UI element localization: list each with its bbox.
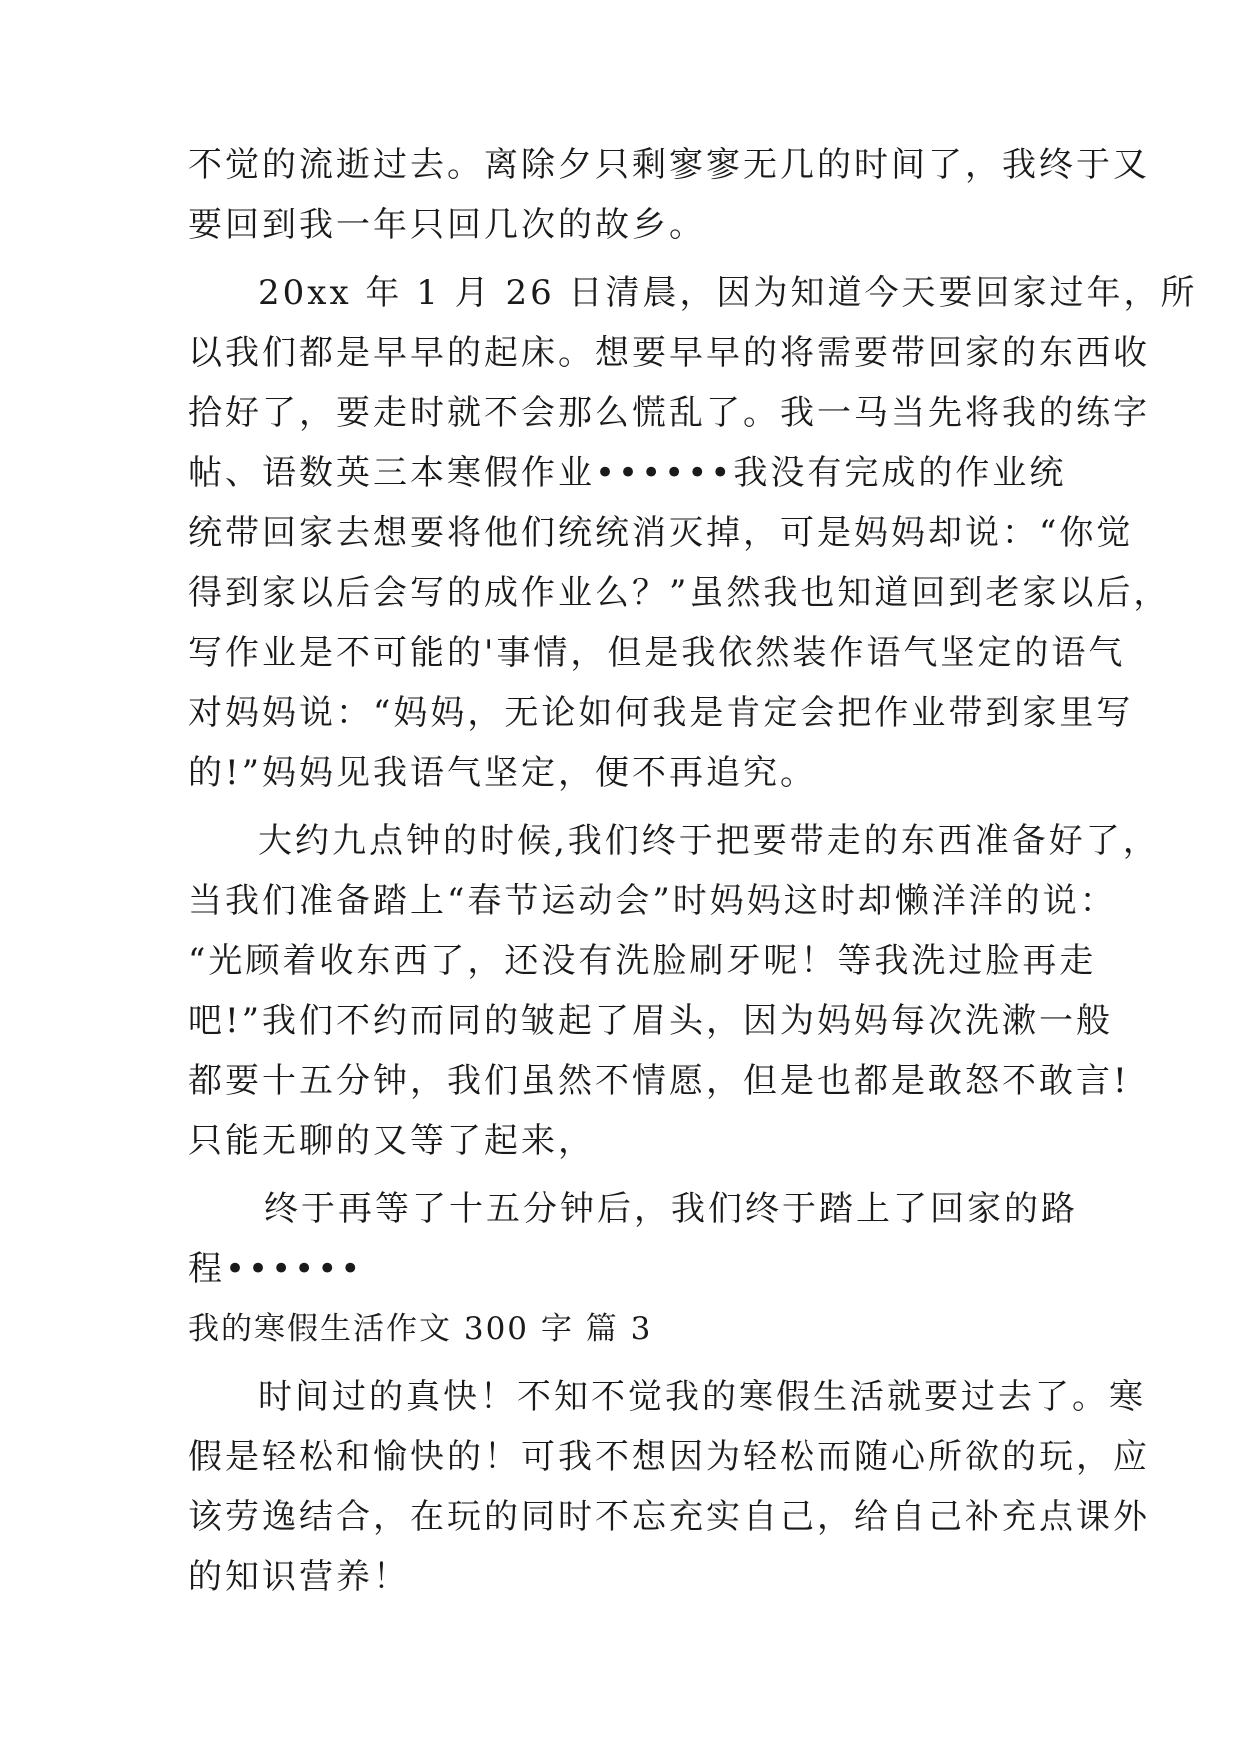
paragraph-4 [188,1179,1078,1299]
text-line: 该劳逸结合，在玩的同时不忘充实自己，给自己补充点课外 [188,1497,1150,1537]
text-line: 大约九点钟的时候,我们终于把要带走的东西准备好了， [258,821,1160,861]
text-line: 当我们准备踏上“春节运动会”时妈妈这时却懒洋洋的说： [188,881,1117,921]
text-line: 终于再等了十五分钟后，我们终于踏上了回家的路 [264,1189,1078,1229]
text-line: 得到家以后会写的成作业么？”虽然我也知道回到老家以后， [188,573,1171,613]
text-line: 20xx 年 1 月 26 日清晨，因为知道今天要回家过年，所 [258,273,1198,313]
text-line: 对妈妈说：“妈妈，无论如何我是肯定会把作业带到家里写 [188,693,1134,733]
text-line: 以我们都是早早的起床。想要早早的将需要带回家的东西收 [188,333,1150,373]
text-line: 的知识营养！ [188,1557,410,1597]
paragraph-1 [188,135,1150,255]
paragraph-3 [188,811,1160,1171]
text-line: 拾好了，要走时就不会那么慌乱了。我一马当先将我的练字 [188,393,1150,433]
text-line: 只能无聊的又等了起来， [188,1121,595,1161]
text-line: 的!”妈妈见我语气坚定，便不再追究。 [188,753,818,793]
text-line: 不觉的流逝过去。离除夕只剩寥寥无几的时间了，我终于又 [188,145,1150,185]
text-line: “光顾着收东西了，还没有洗脸刷牙呢！等我洗过脸再走 [188,941,1097,981]
section-heading: 我的寒假生活作文 300 字 篇 3 [188,1311,653,1347]
paragraph-2 [188,263,1198,803]
text-line: 统带回家去想要将他们统统消灭掉，可是妈妈却说：“你觉 [188,513,1134,553]
text-line: 帖、语数英三本寒假作业••••••我没有完成的作业统 [188,453,1067,493]
document-page [188,135,1198,1607]
text-line: 都要十五分钟，我们虽然不情愿，但是也都是敢怒不敢言! [188,1061,1130,1101]
text-line: 吧!”我们不约而同的皱起了眉头，因为妈妈每次洗漱一般 [188,1001,1114,1041]
text-line: 程•••••• [188,1249,364,1289]
text-line: 时间过的真快！不知不觉我的寒假生活就要过去了。寒 [258,1377,1146,1417]
paragraph-5 [188,1367,1150,1607]
text-line: 假是轻松和愉快的！可我不想因为轻松而随心所欲的玩，应 [188,1437,1150,1477]
text-line: 要回到我一年只回几次的故乡。 [188,205,706,245]
text-line: 写作业是不可能的'事情，但是我依然装作语气坚定的语气 [188,633,1126,673]
